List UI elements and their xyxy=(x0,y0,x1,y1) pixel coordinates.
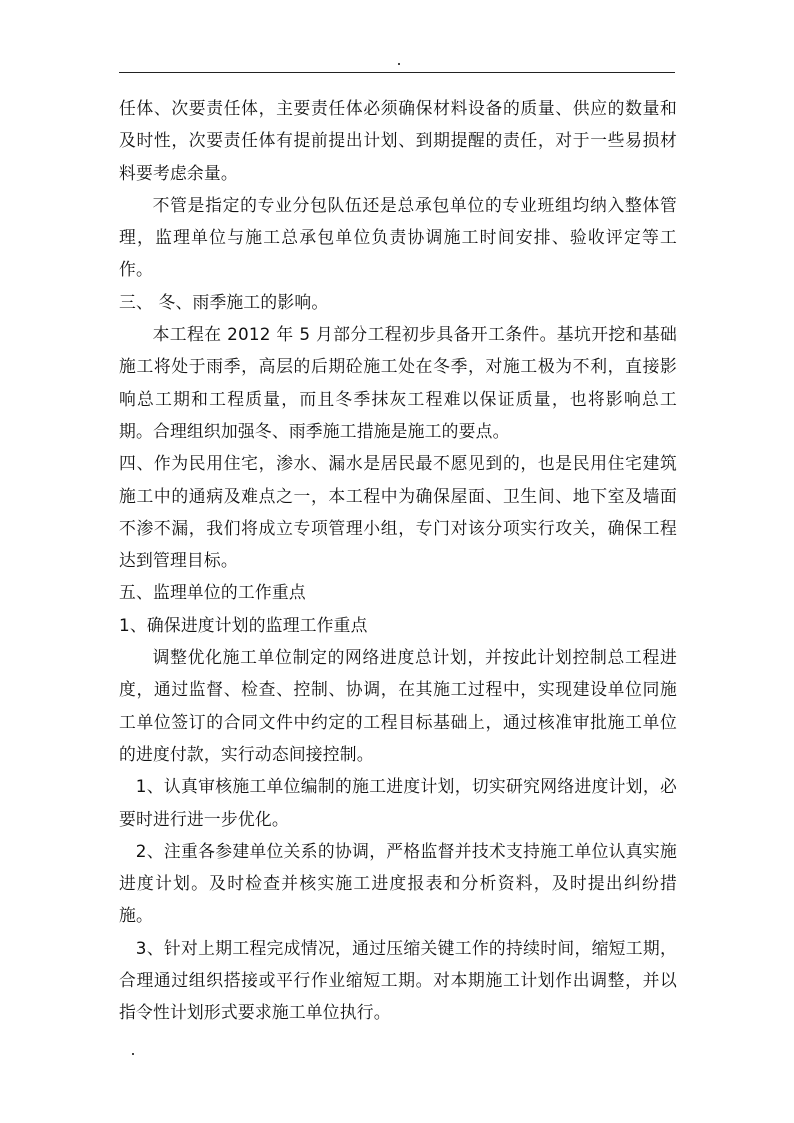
list-item-review-plan: 1、认真审核施工单位编制的施工进度计划，切实研究网络进度计划，必要时进行进一步优化。 xyxy=(119,776,677,829)
footer-mark xyxy=(132,1053,134,1055)
header-rule xyxy=(119,72,675,73)
paragraph-season-impact: 本工程在 2012 年 5 月部分工程初步具备开工条件。基坑开挖和基础施工将处于雨季，高层的后期砼施工处在冬季，对施工极为不利，直接影响总工期和工程质量，而且冬季抹灰工程难以保证质量，也将影响总工期。合理组织加强冬、雨季施工措施是施工的要点。 xyxy=(119,324,677,441)
document-body xyxy=(119,92,677,1029)
list-item-coordination: 2、注重各参建单位关系的协调，严格监督并技术支持施工单位认真实施进度计划。及时检查并核实施工进度报表和分析资料，及时提出纠纷措施。 xyxy=(119,840,677,926)
paragraph-schedule-optimization: 调整优化施工单位制定的网络进度总计划，并按此计划控制总工程进度，通过监督、检查、控制、协调，在其施工过程中，实现建设单位同施工单位签订的合同文件中约定的工程目标基础上，通过核准审批施工单位的进度付款，实行动态间接控制。 xyxy=(119,647,677,764)
heading-winter-rainy-season: 三、 冬、雨季施工的影响。 xyxy=(119,291,329,312)
paragraph-leak-prevention: 四、作为民用住宅，渗水、漏水是居民最不愿见到的，也是民用住宅建筑施工中的通病及难点之一，本工程中为确保屋面、卫生间、地下室及墙面不渗不漏，我们将成立专项管理小组，专门对该分项实行攻关，确保工程达到管理目标。 xyxy=(119,453,677,571)
paragraph-subcontract-management: 不管是指定的专业分包队伍还是总承包单位的专业班组均纳入整体管理，监理单位与施工总承包单位负责协调施工时间安排、验收评定等工作。 xyxy=(119,194,677,280)
paragraph-responsibility: 任体、次要责任体，主要责任体必须确保材料设备的质量、供应的数量和及时性，次要责任体有提前提出计划、到期提醒的责任，对于一些易损材料要考虑余量。 xyxy=(119,98,677,183)
header-mark xyxy=(398,63,400,65)
list-item-shorten-duration: 3、针对上期工程完成情况，通过压缩关键工作的持续时间，缩短工期，合理通过组织搭接或平行作业缩短工期。对本期施工计划作出调整，并以指令性计划形式要求施工单位执行。 xyxy=(119,937,677,1023)
heading-supervision-focus: 五、监理单位的工作重点 xyxy=(119,582,306,603)
heading-schedule-control: 1、确保进度计划的监理工作重点 xyxy=(119,614,368,635)
